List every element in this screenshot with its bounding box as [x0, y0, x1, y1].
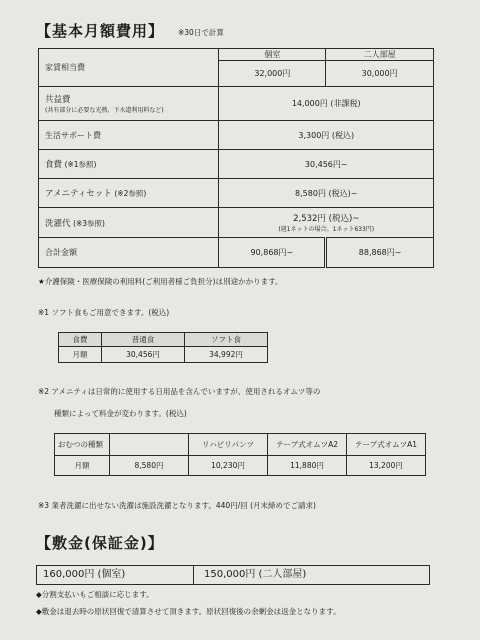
rent-private: 32,000円: [219, 61, 326, 87]
meal-table-header-1: 普通食: [102, 333, 185, 347]
common-value: 14,000円 (非課税): [219, 87, 434, 121]
col-private-header: 個室: [219, 49, 326, 61]
meal-label: 食費: [45, 160, 63, 170]
amenity-table-header-3: テープ式オムツA2: [268, 434, 347, 456]
meal-table-cell-0: 月額: [59, 347, 102, 363]
laundry-label-note: (※3参照): [73, 218, 105, 228]
meal-table-header-2: ソフト食: [185, 333, 268, 347]
meal-table-cell-2: 34,992円: [185, 347, 268, 363]
common-sublabel: (共有部分に必要な光熱、下水道利用料など): [45, 107, 164, 114]
amenity-value: 8,580円 (税込)~: [219, 179, 434, 208]
basic-title: 【基本月額費用】: [36, 22, 165, 40]
laundry-label: 洗濯代: [45, 218, 71, 229]
meal-table: [58, 332, 268, 363]
meal-table-cell-1: 30,456円: [102, 347, 185, 363]
amenity-table-header-2: リハビリパンツ: [189, 434, 268, 456]
deposit-note-0: ◆分割支払いもご相談に応じます。: [36, 590, 154, 599]
amenity-label-cell: [39, 179, 219, 208]
deposit-private: 160,000円 (個室): [37, 566, 194, 584]
meal-value: 30,456円~: [219, 150, 434, 179]
basic-title-note: ※30日で計算: [178, 28, 224, 37]
amenity-table-cell-2: 10,230円: [189, 456, 268, 476]
amenity-table: [54, 433, 426, 476]
deposit-title: 【敷金(保証金)】: [36, 534, 164, 552]
common-label: 共益費: [45, 95, 71, 105]
deposit-double: 150,000円 (二人部屋): [204, 569, 307, 580]
laundry-label-cell: [39, 208, 219, 238]
amenity-note-line1: ※2 アメニティは日常的に使用する日用品を含んでいますが、使用されるオムツ等の: [38, 387, 321, 396]
support-label: 生活サポート費: [39, 121, 219, 150]
laundry-note: ※3 業者洗濯に出せない洗濯は施設洗濯となります。440円/回 (月末締めでご請求): [38, 501, 316, 510]
laundry-value-note: (週1ネットの場合。1ネット633円): [278, 226, 375, 233]
laundry-value: 2,532円 (税込)~: [293, 214, 360, 224]
amenity-table-cell-1: 8,580円: [110, 456, 189, 476]
total-label: 合計金額: [39, 238, 219, 268]
amenity-table-cell-0: 月額: [55, 456, 110, 476]
rent-double: 30,000円: [326, 61, 434, 87]
meal-note-text: ※1 ソフト食もご用意できます。(税込): [38, 308, 170, 317]
meal-label-note: (※1参照): [64, 160, 97, 169]
amenity-table-header-1: [110, 434, 189, 456]
amenity-label: アメニティセット: [45, 189, 112, 199]
meal-table-header-0: 食費: [59, 333, 102, 347]
amenity-table-header-0: おむつの種類: [55, 434, 110, 456]
laundry-value-cell: [219, 208, 434, 238]
common-label-cell: [39, 87, 219, 121]
deposit-note-1: ◆敷金は退去時の原状回復で清算させて頂きます。原状回復後の余剰金は返金となります。: [36, 607, 341, 616]
col-double-header: 二人部屋: [326, 49, 434, 61]
meal-label-cell: [39, 150, 219, 179]
basic-fee-table: [38, 48, 434, 268]
total-private: 90,868円~: [219, 238, 326, 268]
support-value: 3,300円 (税込): [219, 121, 434, 150]
amenity-table-cell-3: 11,880円: [268, 456, 347, 476]
amenity-note-line2: 種類によって料金が変わります。(税込): [54, 409, 187, 418]
amenity-label-note: (※2参照): [114, 189, 147, 198]
rent-label: 家賃相当費: [39, 49, 219, 87]
amenity-table-cell-4: 13,200円: [347, 456, 426, 476]
amenity-table-header-4: テープ式オムツA1: [347, 434, 426, 456]
deposit-box: [36, 565, 430, 585]
care-note: ★介護保険・医療保険の利用料(ご利用者様ご負担分)は別途かかります。: [38, 277, 283, 286]
total-double: 88,868円~: [326, 238, 434, 268]
